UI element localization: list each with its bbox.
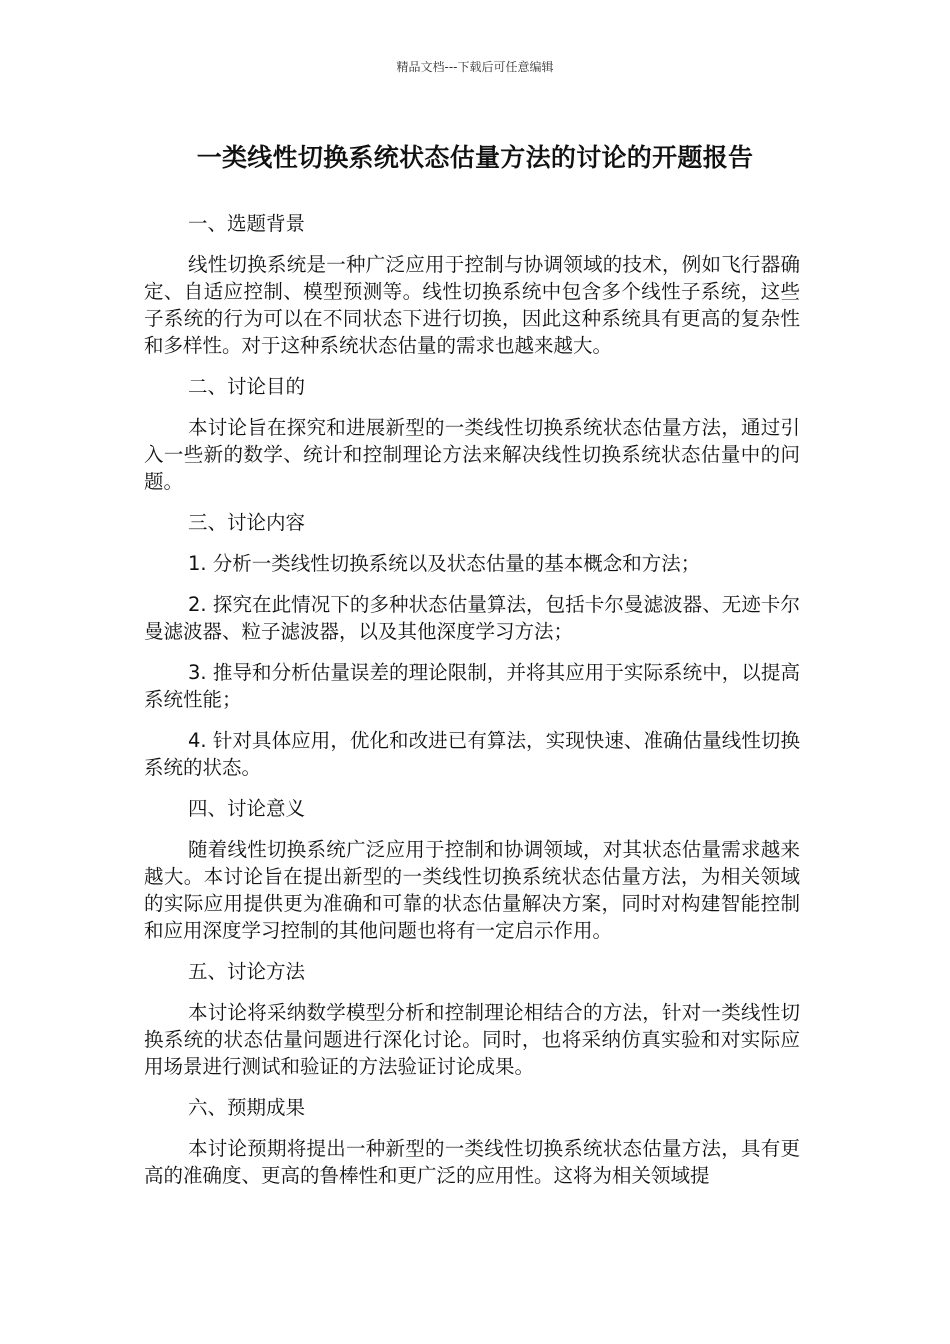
- section-method: [144, 958, 800, 1080]
- section-background: [144, 210, 800, 359]
- header-note: 精品文档---下载后可任意编辑: [396, 60, 554, 74]
- section-heading: 六、预期成果: [188, 1096, 306, 1119]
- section-content: [144, 509, 800, 781]
- paragraph: 本讨论预期将提出一种新型的一类线性切换系统状态估量方法，具有更高的准确度、更高的鲁棒性和更广泛的应用性。这将为相关领域提: [144, 1137, 800, 1187]
- list-item: 2. 探究在此情况下的多种状态估量算法，包括卡尔曼滤波器、无迹卡尔曼滤波器、粒子滤波器，以及其他深度学习方法；: [144, 593, 800, 643]
- paragraph: 随着线性切换系统广泛应用于控制和协调领域，对其状态估量需求越来越大。本讨论旨在提出新型的一类线性切换系统状态估量方法，为相关领域的实际应用提供更为准确和可靠的状态估量解决方案，同时对构建智能控制和应用深度学习控制的其他问题也将有一定启示作用。: [144, 838, 800, 942]
- section-heading: 二、讨论目的: [188, 375, 306, 398]
- document-body: [144, 210, 800, 1203]
- paragraph: 线性切换系统是一种广泛应用于控制与协调领域的技术，例如飞行器确定、自适应控制、模型预测等。线性切换系统中包含多个线性子系统，这些子系统的行为可以在不同状态下进行切换，因此这种系统具有更高的复杂性和多样性。对于这种系统状态估量的需求也越来越大。: [144, 253, 800, 357]
- section-purpose: [144, 373, 800, 495]
- paragraph: 本讨论旨在探究和进展新型的一类线性切换系统状态估量方法，通过引入一些新的数学、统计和控制理论方法来解决线性切换系统状态估量中的问题。: [144, 416, 800, 493]
- section-expected-results: [144, 1094, 800, 1189]
- section-heading: 四、讨论意义: [188, 797, 306, 820]
- section-significance: [144, 795, 800, 944]
- section-heading: 五、讨论方法: [188, 960, 306, 983]
- list-item: 1. 分析一类线性切换系统以及状态估量的基本概念和方法；: [188, 552, 701, 575]
- section-heading: 一、选题背景: [188, 212, 306, 235]
- list-item: 3. 推导和分析估量误差的理论限制，并将其应用于实际系统中，以提高系统性能；: [144, 661, 800, 711]
- list-item: 4. 针对具体应用，优化和改进已有算法，实现快速、准确估量线性切换系统的状态。: [144, 729, 800, 779]
- section-heading: 三、讨论内容: [188, 511, 306, 534]
- document-title: 一类线性切换系统状态估量方法的讨论的开题报告: [196, 143, 754, 172]
- paragraph: 本讨论将采纳数学模型分析和控制理论相结合的方法，针对一类线性切换系统的状态估量问题进行深化讨论。同时，也将采纳仿真实验和对实际应用场景进行测试和验证的方法验证讨论成果。: [144, 1001, 800, 1078]
